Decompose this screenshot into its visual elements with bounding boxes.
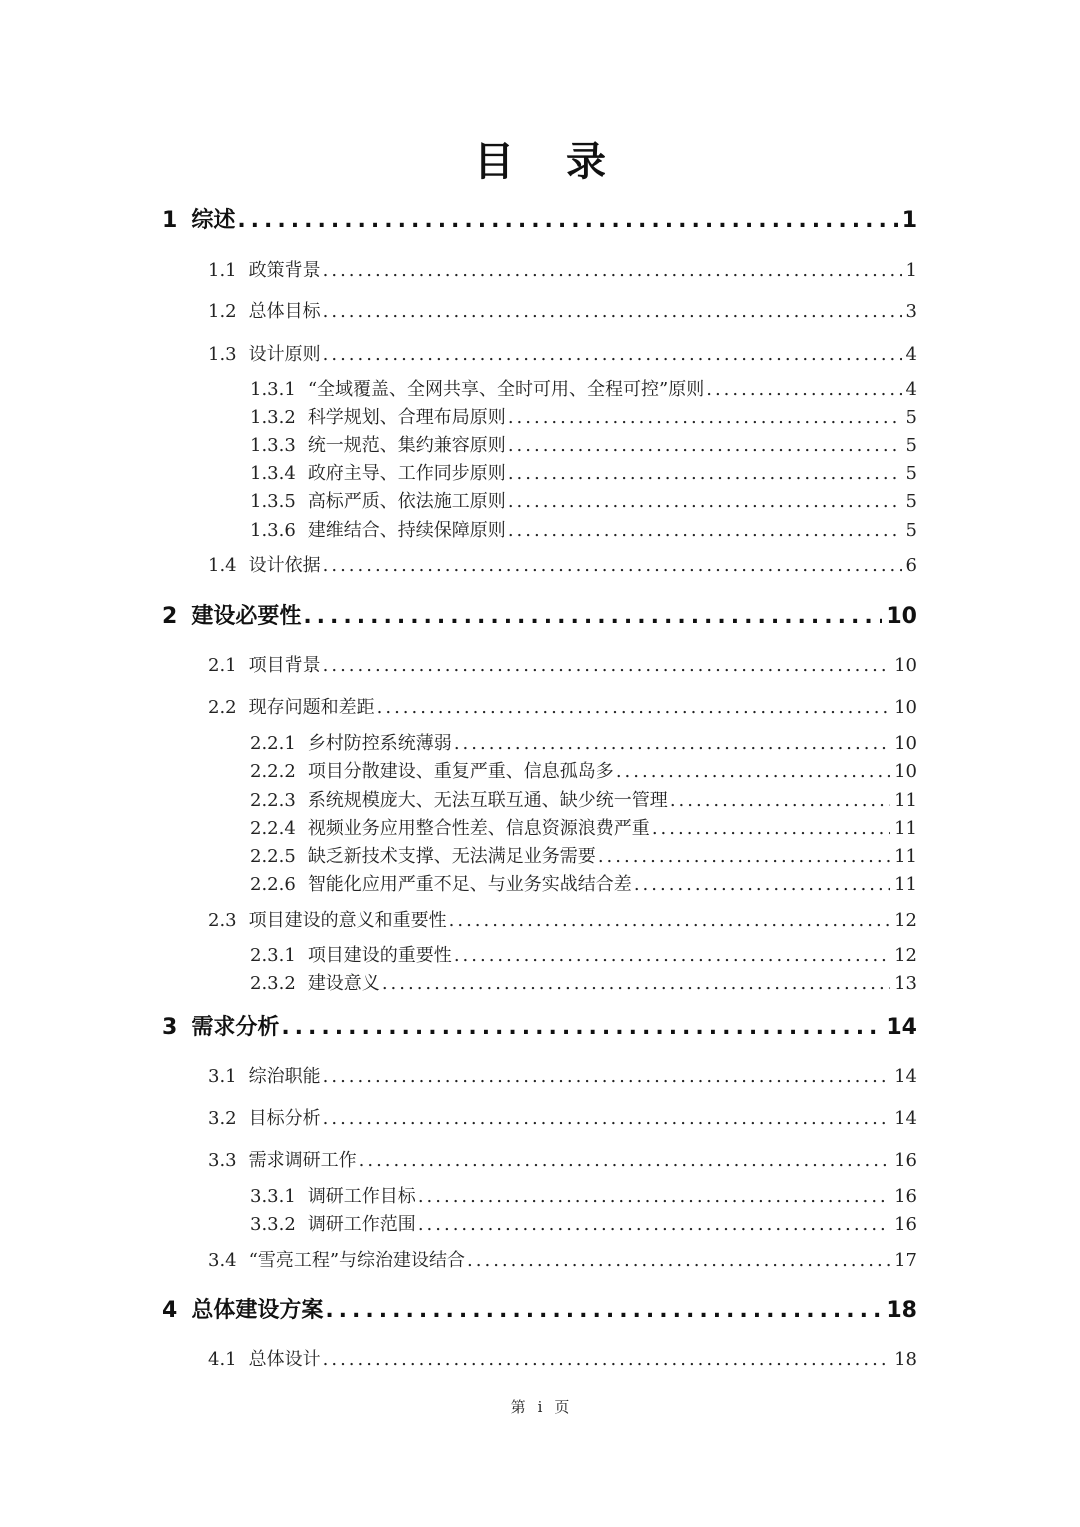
toc-entry-number: 1.2 [208,301,237,322]
toc-entry-text: 乡村防控系统薄弱 [307,733,452,754]
toc-entry-number: 1.3.4 [250,463,296,484]
toc-entry-label [250,1210,416,1236]
toc-entry[interactable] [250,969,917,995]
toc-entry-number: 2.2.2 [250,761,296,782]
toc-entry[interactable] [208,1062,917,1088]
toc-entry-label [162,203,235,234]
toc-entry-page: 11 [894,846,917,867]
toc-entry-label [208,340,321,366]
toc-leader-dots [454,733,890,754]
toc-entry-page: 10 [886,604,917,629]
toc-entry-number: 4.1 [208,1349,237,1370]
toc-entry-page: 11 [894,790,917,811]
toc-entry-number: 3.2 [208,1108,237,1129]
page-footer [0,1396,1080,1417]
toc-entry-page: 12 [894,945,917,966]
toc-leader-dots [634,874,890,895]
toc-leader-dots [323,655,890,676]
toc-leader-dots [323,1349,890,1370]
toc-entry-label [250,403,506,429]
toc-entry-number: 3.3.1 [250,1186,296,1207]
toc-entry-label [208,693,375,719]
toc-entry-label [250,870,632,896]
toc-leader-dots [454,945,890,966]
toc-entry[interactable] [250,842,917,868]
toc-entry-page: 5 [905,491,917,512]
toc-entry-number: 3 [162,1015,178,1040]
toc-entry-number: 1.3.3 [250,435,296,456]
toc-entry-text: 系统规模庞大、无法互联互通、缺少统一管理 [307,790,668,811]
toc-entry-page: 13 [894,973,917,994]
toc-entry-label [250,786,668,812]
toc-entry-page: 16 [894,1186,917,1207]
toc-entry-page: 4 [905,379,917,400]
toc-entry[interactable] [208,1104,917,1130]
toc-entry[interactable] [250,459,917,485]
toc-entry-label [208,1345,321,1371]
toc-leader-dots [323,555,902,576]
toc-entry-text: 缺乏新技术支撑、无法满足业务需要 [307,846,596,867]
toc-entry-page: 11 [894,818,917,839]
toc-entry[interactable] [162,203,917,234]
toc-entry[interactable] [162,1293,917,1324]
toc-entry-text: 需求分析 [191,1015,280,1040]
toc-entry-text: 现存问题和差距 [248,697,375,718]
toc-leader-dots [706,379,901,400]
toc-entry-label [250,375,704,401]
toc-entry-text: 政策背景 [248,260,321,281]
toc-entry-label [208,906,447,932]
toc-entry-number: 2.2.1 [250,733,296,754]
toc-leader-dots [652,818,890,839]
toc-entry-text: 调研工作目标 [307,1186,416,1207]
toc-entry-text: 建维结合、持续保障原则 [307,520,506,541]
footer-suffix: 页 [554,1398,570,1416]
toc-entry[interactable] [250,487,917,513]
toc-entry-number: 1.3.2 [250,407,296,428]
toc-leader-dots [508,520,902,541]
toc-entry-page: 17 [894,1250,917,1271]
toc-entry[interactable] [250,870,917,896]
toc-entry-text: 综述 [191,208,236,233]
toc-entry[interactable] [250,1210,917,1236]
toc-leader-dots [323,301,902,322]
toc-entry-label [250,1182,416,1208]
toc-entry[interactable] [208,256,917,282]
toc-entry-number: 3.4 [208,1250,237,1271]
toc-entry[interactable] [250,941,917,967]
toc-entry[interactable] [208,551,917,577]
toc-leader-dots [303,604,882,629]
toc-entry-number: 1.1 [208,260,237,281]
toc-entry-page: 1 [905,260,917,281]
toc-entry-label [208,297,321,323]
toc-entry-label [250,969,380,995]
toc-entry[interactable] [208,1345,917,1371]
toc-entry-text: 政府主导、工作同步原则 [307,463,506,484]
toc-entry-number: 2.2.6 [250,874,296,895]
toc-leader-dots [418,1186,890,1207]
toc-entry-number: 2.3.1 [250,945,296,966]
toc-entry-page: 14 [886,1015,917,1040]
toc-entry-text: 目标分析 [248,1108,321,1129]
toc-leader-dots [359,1150,890,1171]
toc-entry-number: 1.4 [208,555,237,576]
toc-entry-text: 综治职能 [248,1066,321,1087]
toc-entry-text: 项目建设的意义和重要性 [248,910,447,931]
toc-entry-page: 11 [894,874,917,895]
toc-entry-text: 项目建设的重要性 [307,945,452,966]
toc-entry-text: 项目背景 [248,655,321,676]
toc-entry-label [208,256,321,282]
toc-entry-number: 2.3 [208,910,237,931]
toc-entry[interactable] [208,297,917,323]
toc-entry-number: 2.3.2 [250,973,296,994]
toc-entry[interactable] [208,1146,917,1172]
page-title: 目录 [474,139,658,185]
toc-entry-text: 设计原则 [248,344,321,365]
toc-entry[interactable] [250,403,917,429]
toc-entry[interactable] [208,1246,917,1272]
toc-entry-number: 2.1 [208,655,237,676]
toc-entry-label [162,1010,279,1041]
toc-entry-label [208,1146,357,1172]
toc-entry[interactable] [208,651,917,677]
toc-leader-dots [281,1015,882,1040]
toc-entry-text: 总体目标 [248,301,321,322]
toc-leader-dots [323,260,902,281]
toc-leader-dots [382,973,890,994]
toc-entry-number: 1.3.1 [250,379,296,400]
toc-entry-label [250,814,650,840]
toc-entry-label [250,431,506,457]
toc-leader-dots [467,1250,890,1271]
toc-entry-text: 科学规划、合理布局原则 [307,407,506,428]
toc-entry-text: “全域覆盖、全网共享、全时可用、全程可控”原则 [307,379,705,400]
toc-leader-dots [323,1108,890,1129]
footer-page-number: i [537,1398,543,1416]
toc-entry-number: 3.1 [208,1066,237,1087]
toc-entry-label [208,551,321,577]
toc-entry-page: 10 [894,733,917,754]
toc-leader-dots [323,1066,890,1087]
toc-entry-text: 视频业务应用整合性差、信息资源浪费严重 [307,818,650,839]
toc-leader-dots [418,1214,890,1235]
toc-entry[interactable] [250,375,917,401]
toc-entry-page: 3 [905,301,917,322]
toc-entry-number: 2 [162,604,178,629]
toc-entry[interactable] [250,431,917,457]
toc-entry-page: 5 [905,520,917,541]
toc-entry-text: 总体设计 [248,1349,321,1370]
toc-entry-label [250,941,452,967]
toc-entry-text: 总体建设方案 [191,1298,324,1323]
toc-entry[interactable] [250,757,917,783]
toc-entry-page: 5 [905,435,917,456]
toc-leader-dots [508,407,902,428]
toc-entry-page: 4 [905,344,917,365]
toc-entry-text: 统一规范、集约兼容原则 [307,435,506,456]
toc-entry[interactable] [208,693,917,719]
toc-entry-number: 2.2 [208,697,237,718]
toc-entry-text: 项目分散建设、重复严重、信息孤岛多 [307,761,614,782]
toc-entry-page: 18 [894,1349,917,1370]
toc-entry-page: 6 [905,555,917,576]
toc-entry-label [250,516,506,542]
toc-entry[interactable] [250,516,917,542]
toc-entry-number: 1.3.5 [250,491,296,512]
toc-entry-text: 设计依据 [248,555,321,576]
toc-entry-page: 10 [894,761,917,782]
toc-leader-dots [508,491,902,512]
toc-entry[interactable] [162,1010,917,1041]
toc-entry[interactable] [162,599,917,630]
toc-entry[interactable] [208,340,917,366]
toc-entry-text: 智能化应用严重不足、与业务实战结合差 [307,874,632,895]
toc-entry-page: 1 [901,208,917,233]
toc-entry-text: “雪亮工程”与综治建设结合 [248,1250,466,1271]
toc-entry-text: 需求调研工作 [248,1150,357,1171]
toc-entry[interactable] [250,729,917,755]
toc-leader-dots [237,208,897,233]
toc-entry-page: 5 [905,407,917,428]
toc-entry-number: 2.2.4 [250,818,296,839]
toc-entry-text: 高标严质、依法施工原则 [307,491,506,512]
toc-entry-number: 1 [162,208,178,233]
toc-entry-label [250,487,506,513]
toc-entry-number: 3.3 [208,1150,237,1171]
toc-entry-label [250,842,596,868]
toc-entry[interactable] [208,906,917,932]
toc-entry-label [208,1104,321,1130]
toc-entry-page: 14 [894,1108,917,1129]
toc-entry-number: 4 [162,1298,178,1323]
toc-entry-label [208,651,321,677]
toc-entry[interactable] [250,1182,917,1208]
toc-leader-dots [598,846,890,867]
toc-entry[interactable] [250,814,917,840]
toc-entry-page: 10 [894,655,917,676]
toc-leader-dots [508,463,902,484]
footer-prefix: 第 [510,1398,526,1416]
toc-entry-text: 调研工作范围 [307,1214,416,1235]
toc-entry-label [208,1246,465,1272]
toc-leader-dots [323,344,902,365]
toc-entry-text: 建设必要性 [191,604,302,629]
toc-entry-number: 3.3.2 [250,1214,296,1235]
toc-entry-label [250,757,614,783]
toc-entry-page: 10 [894,697,917,718]
toc-leader-dots [508,435,902,456]
toc-entry-number: 2.2.5 [250,846,296,867]
toc-entry-page: 5 [905,463,917,484]
toc-leader-dots [449,910,890,931]
toc-entry-label [208,1062,321,1088]
toc-entry-number: 1.3 [208,344,237,365]
toc-entry-label [162,1293,323,1324]
toc-entry-label [250,459,506,485]
toc-leader-dots [377,697,890,718]
toc-entry-text: 建设意义 [307,973,380,994]
toc-entry[interactable] [250,786,917,812]
toc-leader-dots [616,761,890,782]
toc-leader-dots [670,790,890,811]
toc-entry-label [162,599,301,630]
toc-entry-label [250,729,452,755]
toc-entry-page: 14 [894,1066,917,1087]
toc-entry-page: 12 [894,910,917,931]
toc-leader-dots [325,1298,882,1323]
toc-entry-page: 16 [894,1214,917,1235]
toc-entry-number: 1.3.6 [250,520,296,541]
toc-entry-page: 18 [886,1298,917,1323]
toc-entry-number: 2.2.3 [250,790,296,811]
toc-entry-page: 16 [894,1150,917,1171]
